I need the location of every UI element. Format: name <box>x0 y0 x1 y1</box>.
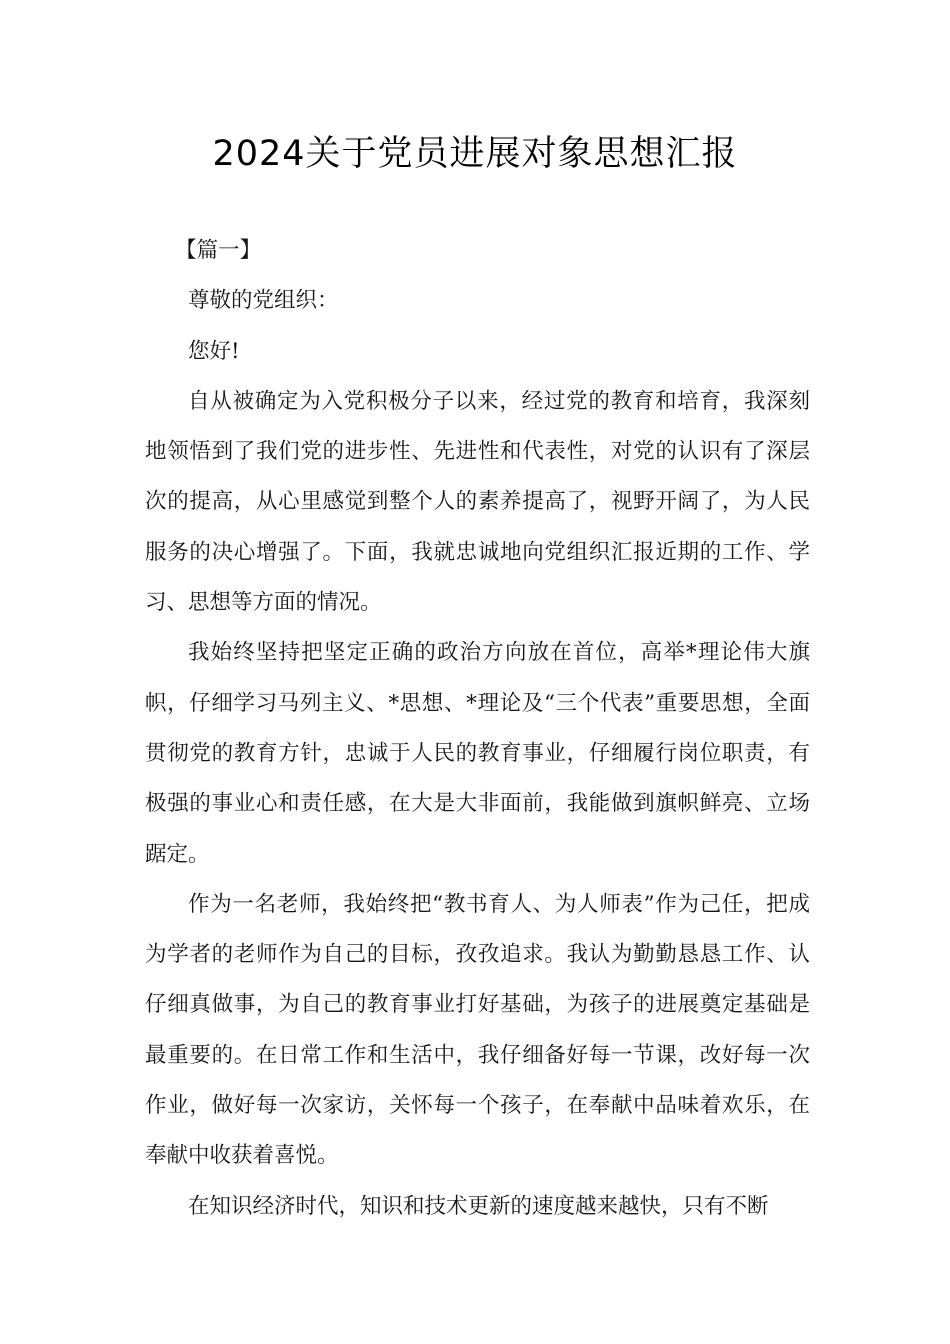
section-label: 【篇一】 <box>175 238 262 263</box>
paragraph: 自从被确定为入党积极分子以来，经过党的教育和培育，我深刻地领悟到了我们党的进步性、先进性和代表性，对党的认识有了深层次的提高，从心里感觉到整个人的素养提高了，视野开阔了，为人民服务的决心增强了。下面，我就忠诚地向党组织汇报近期的工作、学习、思想等方面的情况。 <box>145 388 810 616</box>
paragraph: 作为一名老师，我始终把“教书育人、为人师表”作为己任，把成为学者的老师作为自己的目标，孜孜追求。我认为勤勤恳恳工作、认仔细真做事，为自己的教育事业打好基础，为孩子的进展奠定基础是最重要的。在日常工作和生活中，我仔细备好每一节课，改好每一次作业，做好每一次家访，关怀每一个孩子，在奉献中品味着欢乐，在奉献中收获着喜悦。 <box>145 891 810 1169</box>
greeting: 您好! <box>188 338 240 364</box>
document-title: 2024关于党员进展对象思想汇报 <box>212 134 738 174</box>
salutation: 尊敬的党组织： <box>188 288 339 314</box>
document-body <box>145 226 810 1232</box>
paragraph: 我始终坚持把坚定正确的政治方向放在首位，高举*理论伟大旗帜，仔细学习马列主义、*思想、*理论及“三个代表”重要思想，全面贯彻党的教育方针，忠诚于人民的教育事业，仔细履行岗位职责，有极强的事业心和责任感，在大是大非面前，我能做到旗帜鲜亮、立场踞定。 <box>145 640 810 867</box>
paragraph: 在知识经济时代，知识和技术更新的速度越来越快，只有不断 <box>188 1193 769 1219</box>
